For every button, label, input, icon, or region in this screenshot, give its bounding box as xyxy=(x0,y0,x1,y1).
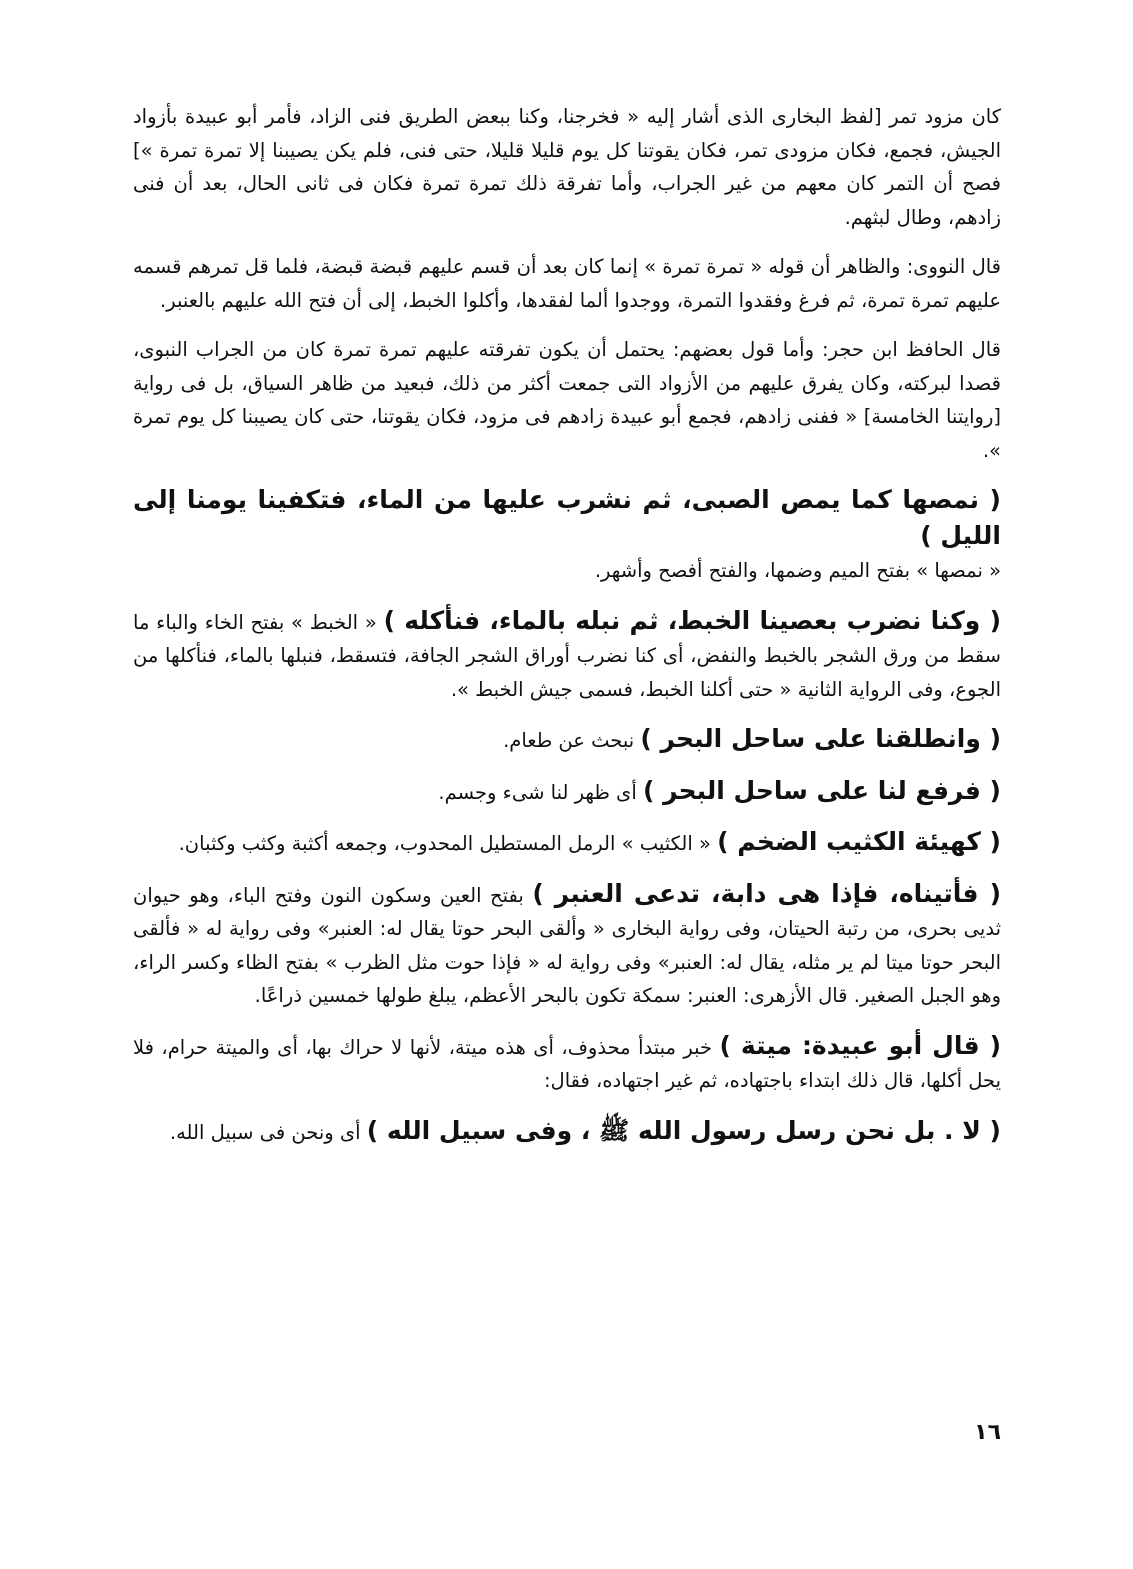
paragraph xyxy=(133,877,1001,1013)
paragraph-text: قال النووى: والظاهر أن قوله « تمرة تمرة » إنما كان بعد أن قسم عليهم قبضة قبضة، فلما قل تمرهم قسمه عليهم تمرة تمرة، ثم فرغ وفقدوا التمرة، ووجدوا ألما لفقدها، وأكلوا الخبط، إلى أن فتح الله عليهم بالعنبر. xyxy=(133,255,1001,312)
paragraph-text: بفتح العين وسكون النون وفتح الباء، وهو حيوان ثديى بحرى، من رتبة الحيتان، وفى رواية البخارى « وألقى البحر حوتا يقال له: العنبر» وفى رواية له « فألقى البحر حوتا ميتا لم ير مثله، يقال له: العنبر» وفى رواية له « فإذا حوت مثل الظرب » بفتح الظاء وكسر الراء، وهو الجبل الصغير. قال الأزهرى: العنبر: سمكة تكون بالبحر الأعظم، يبلغ طولها خمسين ذراعًا. xyxy=(133,883,1001,1007)
paragraph-text: قال الحافظ ابن حجر: وأما قول بعضهم: يحتمل أن يكون تفرقته عليهم تمرة تمرة كان من الجراب النبوى، قصدا لبركته، وكان يفرق عليهم من الأزواد التى جمعت أكثر من ذلك، فبعيد من ظاهر السياق، بل فى رواية [روايتنا الخامسة] « ففنى زادهم، فجمع أبو عبيدة زادهم فى مزود، فكان يقوتنا، حتى كان يصيبنا كل يوم تمرة ». xyxy=(133,338,1001,462)
paragraph-text: أى ونحن فى سبيل الله. xyxy=(169,1120,361,1144)
paragraph xyxy=(133,825,1001,861)
hadith-phrase-heading: ( فأتيناه، فإذا هى دابة، تدعى العنبر ) xyxy=(532,878,1001,908)
paragraph xyxy=(133,333,1001,467)
page-body xyxy=(133,100,1001,1149)
hadith-phrase-heading: ( قال أبو عبيدة: ميتة ) xyxy=(719,1030,1002,1060)
paragraph xyxy=(133,1029,1001,1098)
hadith-phrase-heading: ( وكنا نضرب بعصينا الخبط، ثم نبله بالماء، فنأكله ) xyxy=(383,605,1001,635)
hadith-phrase-heading: ( كهيئة الكثيب الضخم ) xyxy=(717,827,1001,856)
paragraph xyxy=(133,1114,1001,1150)
paragraph-text: أى ظهر لنا شىء وجسم. xyxy=(438,780,637,804)
hadith-phrase-heading: ( لا . بل نحن رسل رسول الله ﷺ ، وفى سبيل الله ) xyxy=(366,1115,1001,1145)
hadith-phrase-heading: ( وانطلقنا على ساحل البحر ) xyxy=(640,724,1001,753)
paragraph xyxy=(133,483,1001,588)
paragraph-text: خبر مبتدأ محذوف، أى هذه ميتة، لأنها لا حراك بها، أى والميتة حرام، فلا يحل أكلها، قال ذلك ابتداء باجتهاده، ثم غير اجتهاده، فقال: xyxy=(133,1035,1001,1092)
paragraph-text: « نمصها » بفتح الميم وضمها، والفتح أفصح وأشهر. xyxy=(594,559,1001,582)
paragraph-text: كان مزود تمر [لفظ البخارى الذى أشار إليه « فخرجنا، وكنا ببعض الطريق فنى الزاد، فأمر أبو عبيدة بأزواد الجيش، فجمع، فكان مزودى تمر، فكان يقوتنا كل يوم قليلا قليلا، حتى فنى، فلم يكن يصيبنا إلا تمرة تمرة »] فصح أن التمر كان معهم من غير الجراب، وأما تفرقة ذلك تمرة تمرة فكان فى ثانى الحال، بعد أن فنى زادهم، وطال لبثهم. xyxy=(133,105,1001,229)
paragraph xyxy=(133,774,1001,810)
paragraph xyxy=(133,100,1001,234)
page-number: ١٦ xyxy=(974,1420,1001,1445)
paragraph-text: « الكثيب » الرمل المستطيل المحدوب، وجمعه أكثبة وكثب وكثبان. xyxy=(178,832,711,855)
paragraph-text: « الخبط » بفتح الخاء والباء ما سقط من ورق الشجر بالخبط والنفض، أى كنا نضرب أوراق الشجر الجافة، فتسقط، فنبلها بالماء، فنأكلها من الجوع، وفى الرواية الثانية « حتى أكلنا الخبط، فسمى جيش الخبط ». xyxy=(133,610,1001,701)
paragraph xyxy=(133,722,1001,758)
hadith-phrase-heading: ( نمصها كما يمص الصبى، ثم نشرب عليها من الماء، فتكفينا يومنا إلى الليل ) xyxy=(133,485,1001,550)
paragraph-text: نبحث عن طعام. xyxy=(503,729,635,752)
paragraph xyxy=(133,604,1001,707)
hadith-phrase-heading: ( فرفع لنا على ساحل البحر ) xyxy=(642,775,1001,805)
paragraph xyxy=(133,250,1001,317)
